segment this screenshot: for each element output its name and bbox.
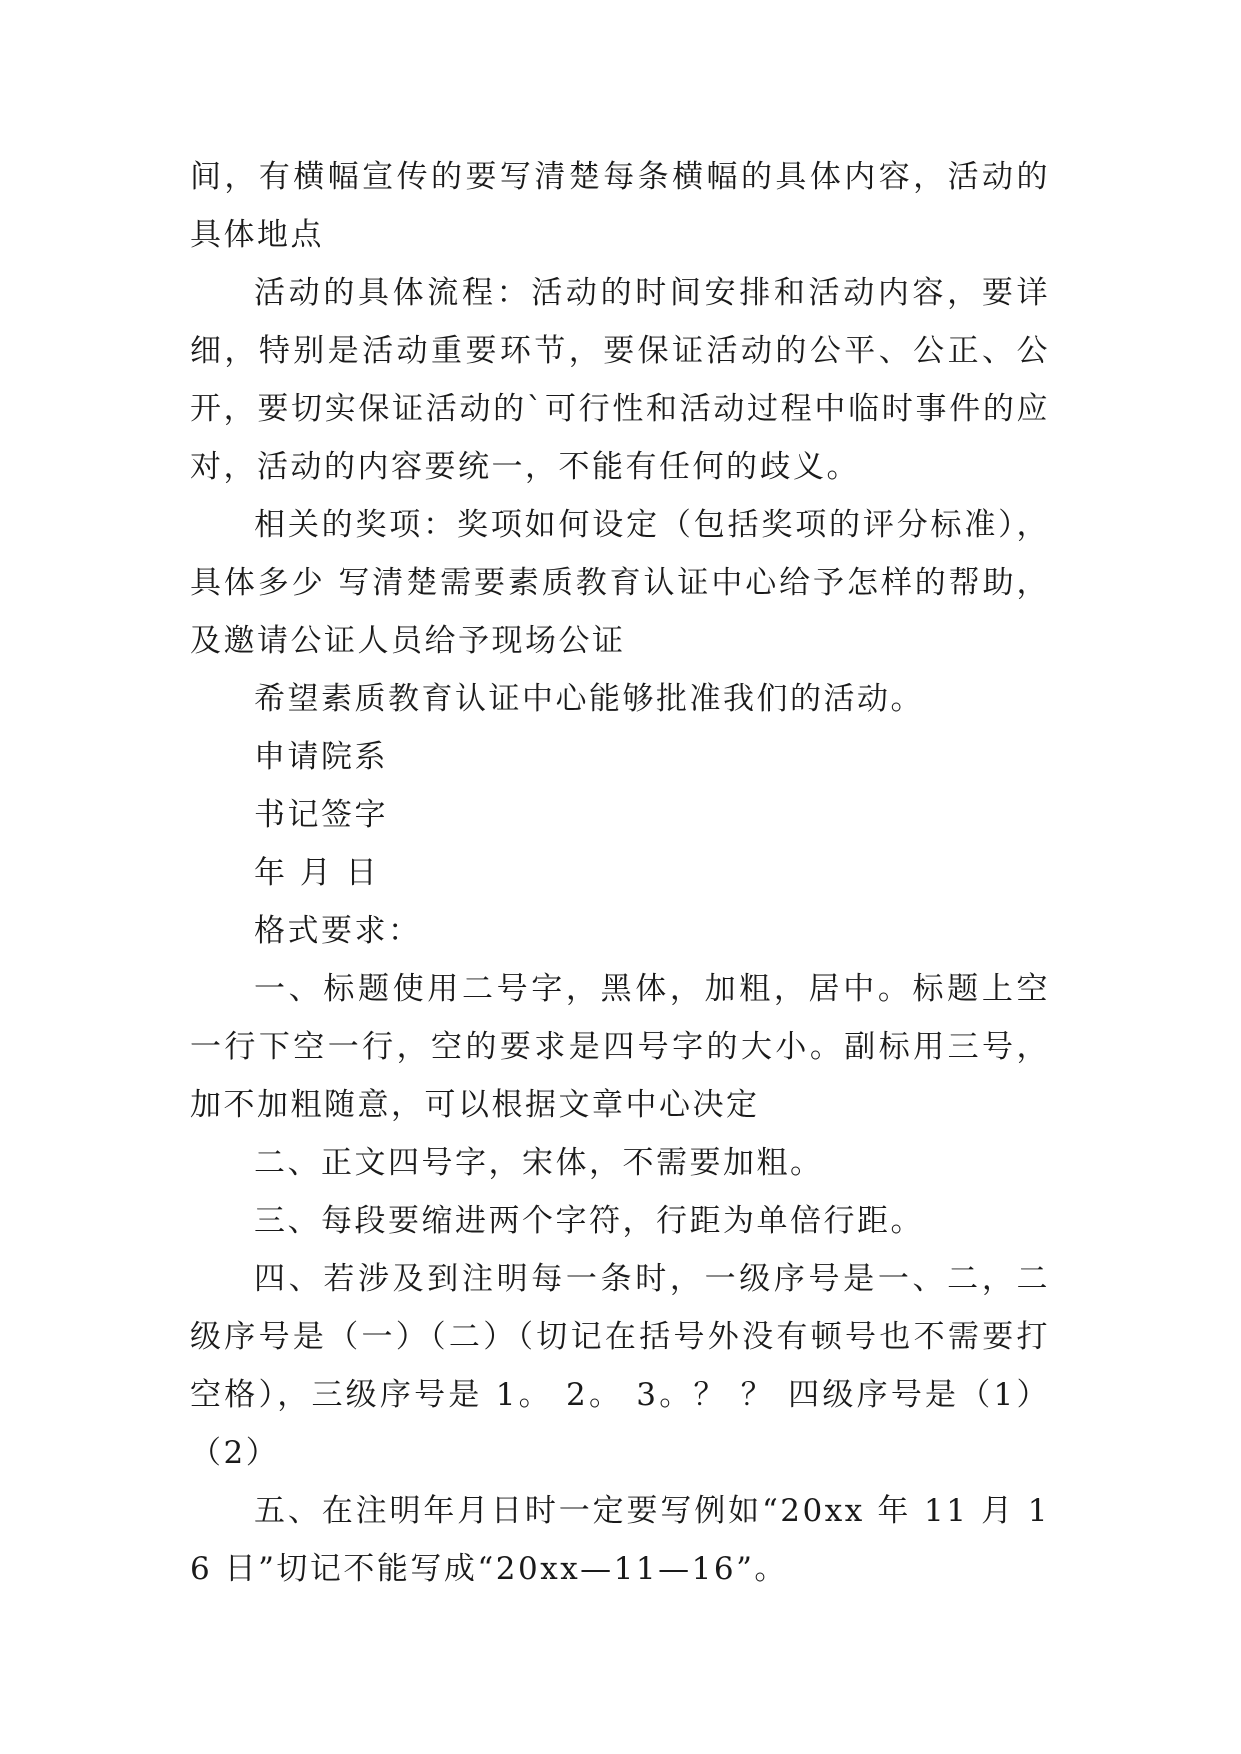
applying-department-label: 申请院系 [254, 739, 388, 775]
paragraph-activity-process: 活动的具体流程：活动的时间安排和活动内容，要详细，特别是活动重要环节，要保证活动的公平、公正、公开，要切实保证活动的`可行性和活动过程中临时事件的应对，活动的内容要统一，不能有任何的歧义。 [190, 275, 1050, 485]
format-rule-1: 一、标题使用二号字，黑体，加粗，居中。标题上空一行下空一行，空的要求是四号字的大小。副标用三号，加不加粗随意，可以根据文章中心决定 [190, 971, 1050, 1123]
secretary-signature-label: 书记签字 [254, 797, 388, 833]
format-rule-2: 二、正文四号字，宋体，不需要加粗。 [254, 1145, 824, 1181]
date-line: 年 月 日 [254, 855, 380, 891]
document-body [190, 148, 1050, 1598]
format-rule-3: 三、每段要缩进两个字符，行距为单倍行距。 [254, 1203, 924, 1239]
format-rule-5: 五、在注明年月日时一定要写例如“20xx 年 11 月 16 日”切记不能写成“20xx—11—16”。 [190, 1493, 1050, 1587]
paragraph-hope-approval: 希望素质教育认证中心能够批准我们的活动。 [254, 681, 924, 717]
paragraph-awards: 相关的奖项：奖项如何设定（包括奖项的评分标准），具体多少 写清楚需要素质教育认证中心给予怎样的帮助，及邀请公证人员给予现场公证 [190, 507, 1050, 659]
paragraph-continuation: 间，有横幅宣传的要写清楚每条横幅的具体内容，活动的具体地点 [190, 159, 1050, 253]
format-rule-4: 四、若涉及到注明每一条时，一级序号是一、二，二级序号是（一）（二）（切记在括号外没有顿号也不需要打空格），三级序号是 1。 2。 3。？ ？ 四级序号是（1）（2） [190, 1261, 1050, 1471]
format-requirements-heading: 格式要求： [254, 913, 422, 949]
